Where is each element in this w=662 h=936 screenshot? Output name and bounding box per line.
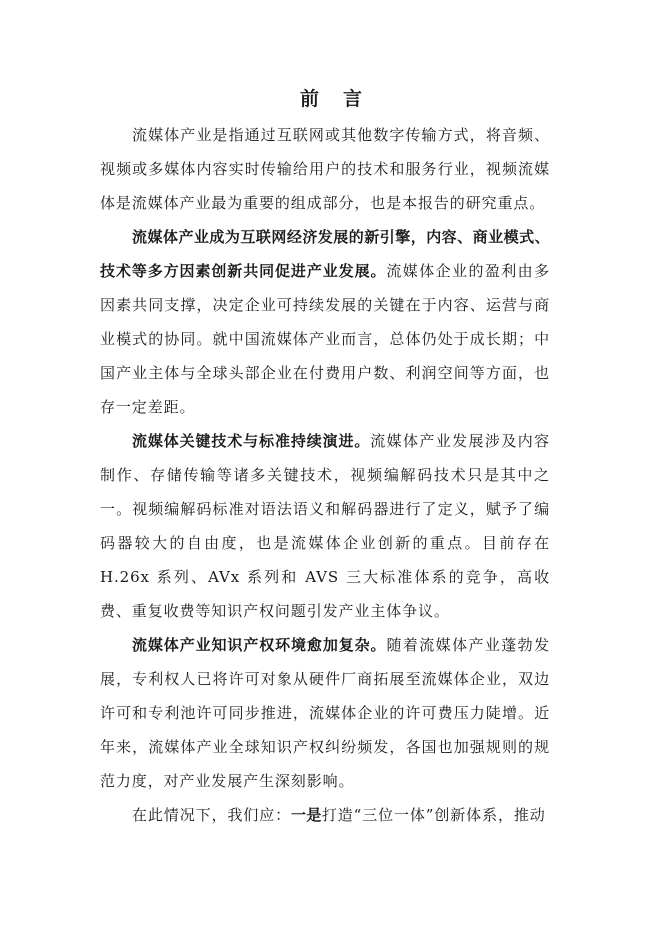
body-text	[100, 118, 550, 832]
paragraph-emphasis: 一是	[291, 806, 322, 824]
paragraph-text: 流媒体产业发展涉及内容制作、存储传输等诸多关键技术，视频编解码技术只是其中之一。视频编解码标准对语法语义和解码器进行了定义，赋予了编码器较大的自由度，也是流媒体企业创新的重点。目前存在 H.26x 系列、AVx 系列和 AVS 三大标准体系的竞争，高收费、重复收费等知识产权问题引发产业主体争议。	[100, 432, 550, 620]
paragraph-intro	[100, 118, 550, 220]
paragraph-text: 流媒体产业是指通过互联网或其他数字传输方式，将音频、视频或多媒体内容实时传输给用户的技术和服务行业，视频流媒体是流媒体产业最为重要的组成部分，也是本报告的研究重点。	[100, 126, 550, 212]
paragraph-lead: 流媒体关键技术与标准持续演进。	[132, 432, 371, 450]
title-char-1: 前	[299, 88, 319, 110]
paragraph-text: 在此情况下，我们应：	[132, 806, 292, 824]
paragraph-lead: 流媒体产业成为互联网经济发展的新引擎，内容、商业模式、技术等多方因素创新共同促进产业发展。	[100, 228, 550, 280]
paragraph-engine	[100, 220, 550, 424]
paragraph-text: 流媒体企业的盈利由多因素共同支撑，决定企业可持续发展的关键在于内容、运营与商业模式的协同。就中国流媒体产业而言，总体仍处于成长期；中国产业主体与全球头部企业在付费用户数、利润空间等方面，也存一定差距。	[100, 262, 550, 416]
paragraph-recommendation	[100, 798, 550, 832]
paragraph-lead: 流媒体产业知识产权环境愈加复杂。	[132, 636, 387, 654]
title-char-2: 言	[343, 88, 363, 110]
paragraph-text: 打造“三位一体”创新体系，推动	[321, 806, 546, 824]
page-title	[0, 87, 662, 111]
paragraph-technology	[100, 424, 550, 628]
paragraph-ip	[100, 628, 550, 798]
paragraph-text: 随着流媒体产业蓬勃发展，专利权人已将许可对象从硬件厂商拓展至流媒体企业，双边许可和专利池许可同步推进，流媒体企业的许可费压力陡增。近年来，流媒体产业全球知识产权纠纷频发，各国也加强规则的规范力度，对产业发展产生深刻影响。	[100, 636, 550, 790]
